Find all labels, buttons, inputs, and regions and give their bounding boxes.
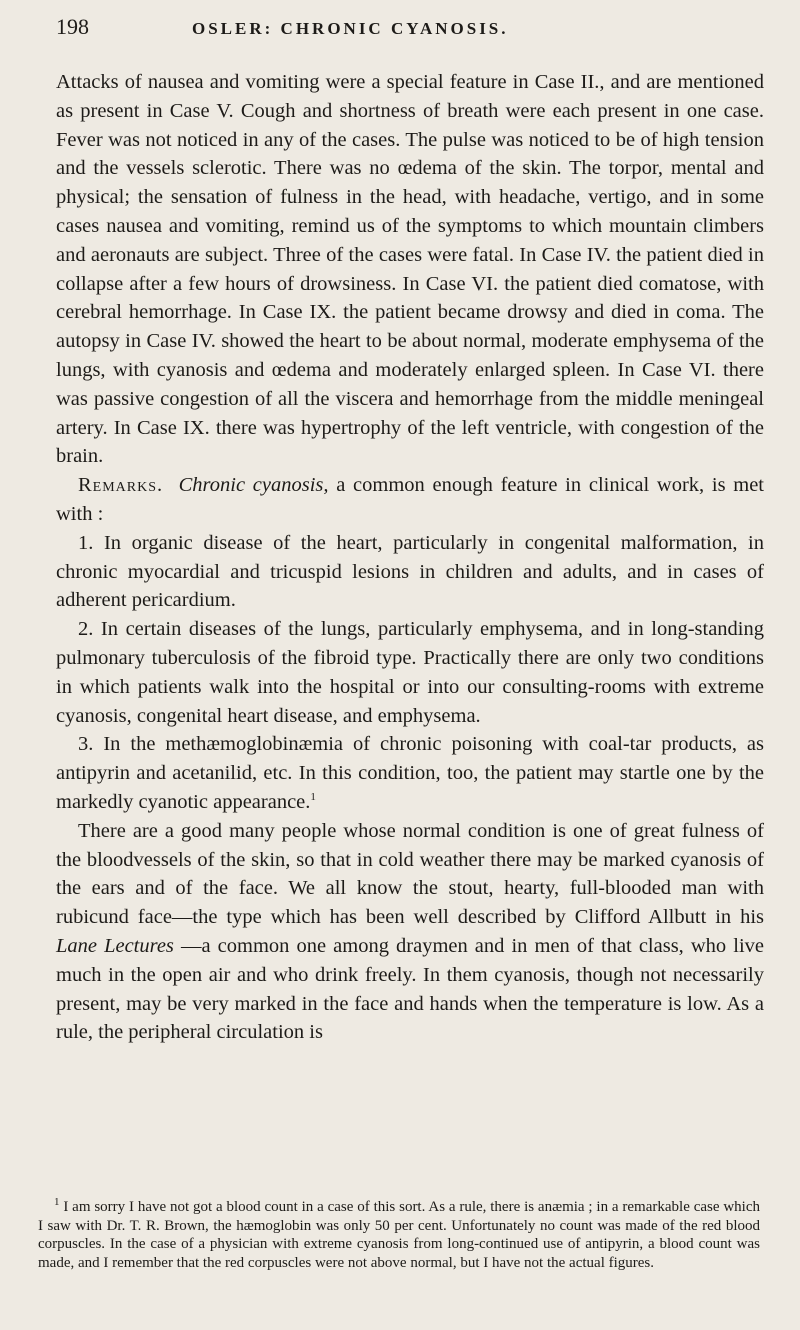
remarks-italic-term: Chronic cyanosis, — [178, 474, 329, 497]
footnote-text: I am sorry I have not got a blood count in a case of this sort. As a rule, there is anæmia ; in a remarkable case which I saw with Dr. T. R. Brown, the hæmoglobin was only 50 per cent. Unfortunately no count was made of the red blood corpuscles. In the case of a physician with extreme cyanosis from long-continued use of antipyrin, a blood count was made, and I remember that the red corpuscles were not above normal, but I have not the actual figures. — [38, 1199, 760, 1271]
remarks-label: Remarks. — [78, 474, 164, 497]
paragraph-fulness-text-a: There are a good many people whose normal condition is one of great fulness of the bloodvessels of the skin, so that in cold weather there may be marked cyanosis of the ears and of the face. We all know the stout, hearty, full-blooded man with rubicund face—the type which has been well described by Clifford Allbutt in his — [56, 819, 764, 929]
paragraph-fulness — [56, 817, 764, 1047]
paragraph-case-summary: Attacks of nausea and vomiting were a special feature in Case II., and are mentioned as present in Case V. Cough and shortness of breath were each present in one case. Fever was not noticed in any of the cases. The pulse was noticed to be of high tension and the vessels sclerotic. There was no œdema of the skin. The torpor, mental and physical; the sensation of fulness in the head, with headache, vertigo, and in some cases nausea and vomiting, remind us of the symptoms to which mountain climbers and aeronauts are subject. Three of the cases were fatal. In Case IV. the patient died in collapse after a few hours of drowsiness. In Case VI. the patient died comatose, with cerebral hemorrhage. In Case IX. the patient became drowsy and died in coma. The autopsy in Case IV. showed the heart to be about normal, moderate emphysema of the lungs, with cyanosis and œdema and moderately enlarged spleen. In Case VI. there was passive congestion of all the viscera and hemorrhage from the middle meningeal artery. In Case IX. there was hypertrophy of the left ventricle, with congestion of the brain. — [56, 71, 764, 468]
body-text — [56, 68, 764, 1047]
remarks-text: a common enough feature in clinical work, is met with : — [56, 474, 765, 525]
footnote-1 — [38, 1198, 760, 1272]
footnote-reference: 1 — [310, 791, 316, 804]
list-item-3 — [56, 730, 764, 816]
footnote-marker: 1 — [54, 1196, 60, 1208]
lane-lectures-title: Lane Lectures — [56, 934, 174, 957]
paragraph-remarks — [56, 471, 764, 529]
running-head: OSLER: CHRONIC CYANOSIS. — [192, 19, 509, 38]
list-item-3-text: 3. In the methæmoglobinæmia of chronic poisoning with coal-tar products, as antipyrin and acetanilid, etc. In this condition, too, the patient may startle one by the markedly cyanotic appearance. — [56, 733, 764, 813]
paragraph-fulness-text-b: —a common one among draymen and in men of that class, who live much in the open air and who drink freely. In them cyanosis, though not necessarily present, may be very marked in the face and hands when the temperature is low. As a rule, the peripheral circulation is — [56, 934, 764, 1044]
page-number: 198 — [56, 14, 89, 39]
page-header — [56, 14, 764, 48]
footnotes — [38, 1198, 760, 1272]
list-item-1: 1. In organic disease of the heart, particularly in congenital malformation, in chronic myocardial and tricuspid lesions in children and adults, and in cases of adherent pericardium. — [56, 531, 764, 612]
list-item-2: 2. In certain diseases of the lungs, particularly emphysema, and in long-standing pulmonary tuberculosis of the fibroid type. Practically there are only two conditions in which patients walk into the hospital or into our consulting-rooms with extreme cyanosis, congenital heart disease, and emphysema. — [56, 618, 764, 727]
